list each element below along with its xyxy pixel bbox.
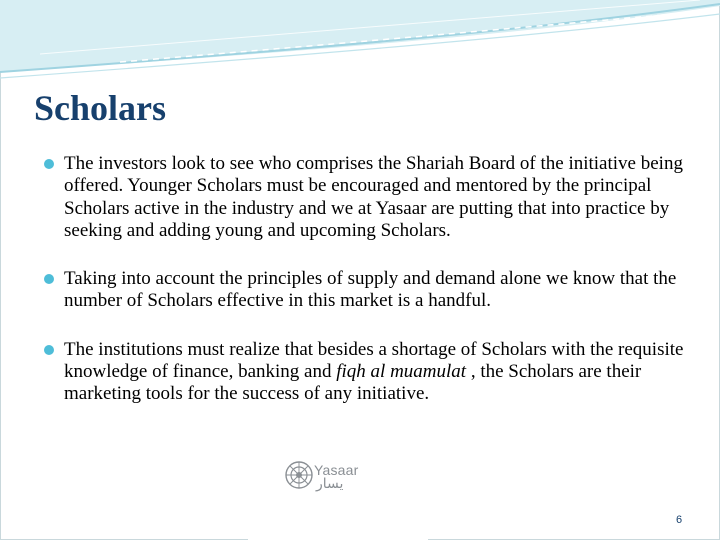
logo-wordmark: Yasaar — [314, 462, 359, 478]
page-number: 6 — [676, 514, 683, 526]
bullet-text-part: The institutions must realize that besides a shortage of Scholars with the requisite knowledge of finance, banking and — [64, 338, 684, 383]
bullet-list — [44, 153, 694, 406]
bullet-text: The investors look to see who comprises the Shariah Board of the initiative being offered. Younger Scholars must be encouraged and mentored by the principal Scholars active in the industry and we at Yasaar are putting that into practice by seeking and adding young and upcoming Scholars. — [64, 153, 683, 241]
bullet-dot-icon — [44, 274, 54, 284]
header-swoosh-decoration — [0, 0, 720, 90]
bullet-dot-icon — [44, 159, 54, 169]
bullet-item — [44, 153, 694, 242]
bullet-item — [44, 268, 694, 313]
bullet-text-part: , the Scholars are their marketing tools for the success of any initiative. — [64, 361, 642, 405]
slide-title: Scholars — [34, 88, 167, 128]
bullet-item — [44, 339, 694, 406]
bullet-text-italic-term: fiqh al muamulat — [336, 361, 467, 383]
bullet-text — [64, 339, 683, 405]
yasaar-logo — [248, 447, 428, 540]
logo-arabic-wordmark: يسار — [316, 476, 344, 492]
yasaar-emblem-icon — [282, 459, 316, 491]
bullet-dot-icon — [44, 345, 54, 355]
bullet-text: Taking into account the principles of supply and demand alone we know that the number of Scholars effective in this market is a handful. — [64, 268, 677, 312]
